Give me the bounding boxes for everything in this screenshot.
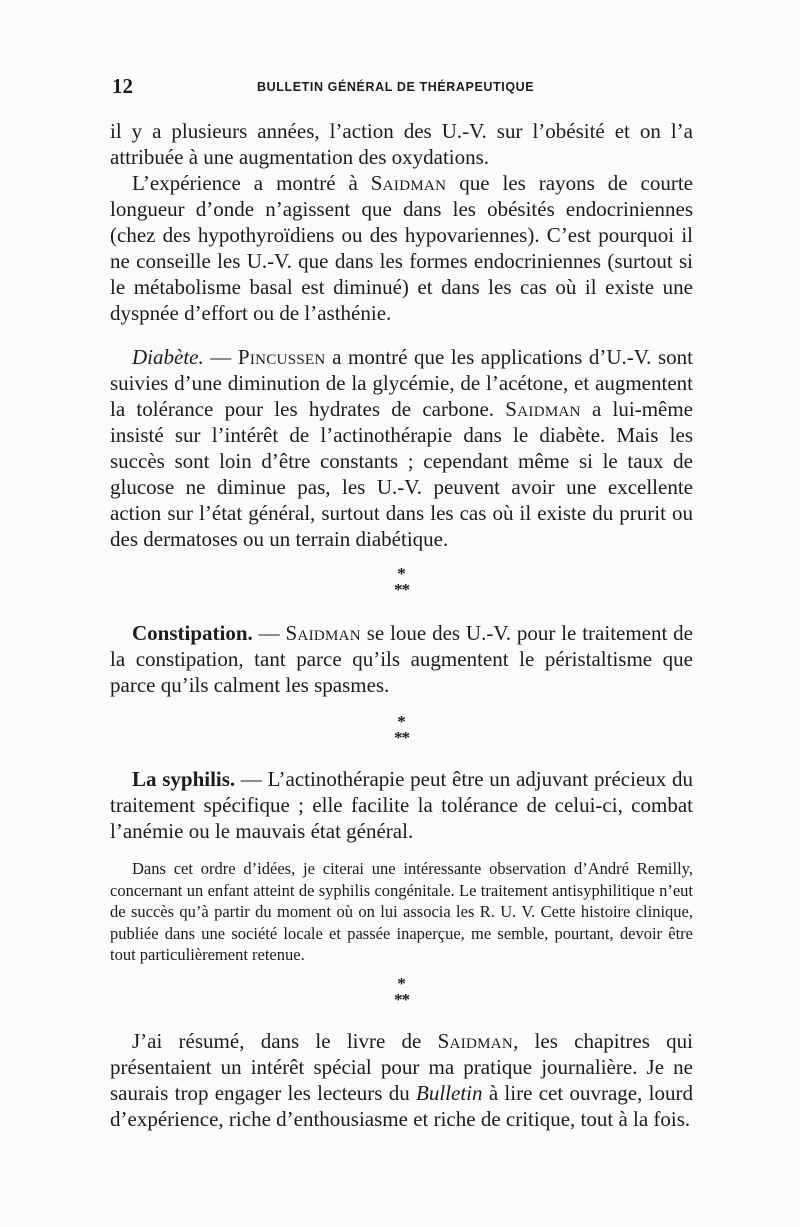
page-header <box>112 74 692 102</box>
section-separator <box>110 973 693 1009</box>
paragraph-text: a montré que les applications d’U.-V. sont suivies d’une diminution de la glycémie, de l’acétone, et augmentent la tolérance pour les hydrates de carbone. <box>110 345 693 421</box>
paragraph-diabete <box>110 344 693 552</box>
dash: — <box>235 767 268 791</box>
separator-stars: ** <box>394 728 409 747</box>
paragraph-intro-2 <box>110 170 693 326</box>
section-separator <box>110 566 693 598</box>
section-heading-constipation: Constipation. <box>132 621 253 645</box>
separator-star: * <box>397 712 406 731</box>
separator-star: * <box>397 973 406 993</box>
running-title: BULLETIN GÉNÉRAL DE THÉRAPEUTIQUE <box>257 80 535 94</box>
separator-stars: ** <box>394 989 409 1009</box>
paragraph-text: J’ai résumé, dans le livre de <box>132 1028 438 1053</box>
dash: — <box>252 621 286 645</box>
paragraph-syphilis <box>110 766 693 844</box>
paragraph-text: L’expérience a montré à <box>132 171 371 195</box>
author-name: Saidman <box>370 171 447 195</box>
author-name: Saidman <box>437 1028 514 1053</box>
paragraph-observation <box>110 858 693 966</box>
paragraph-conclusion <box>110 1028 693 1132</box>
paragraph-intro-1 <box>110 118 693 170</box>
paragraph-text: Dans cet ordre d’idées, je citerai une intéressante observation d’André Remilly, concernant un enfant atteint de syphilis congénitale. Le traitement antisyphilitique n’eut de succès qu’à partir du moment où on lui associa les R. U. V. Cette histoire clinique, publiée dans une société locale et passée inaperçue, me semble, pourtant, devoir être tout particulièrement retenue. <box>110 859 693 964</box>
paragraph-text: se loue des U.-V. pour le traitement de la constipation, tant parce qu’ils augmentent le péristaltisme que parce qu’ils calment les spasmes. <box>110 621 694 697</box>
section-separator <box>110 714 693 746</box>
paragraph-text: il y a plusieurs années, l’action des U.-V. sur l’obésité et on l’a attribuée à une augmentation des oxydations. <box>110 119 693 169</box>
separator-stars: ** <box>394 580 409 599</box>
dash: — <box>203 345 238 369</box>
paragraph-text: que les rayons de courte longueur d’onde n’agissent que dans les obésités endocriniennes (chez des hypothyroïdiens ou des hypovariennes). C’est pourquoi il ne conseille les U.-V. que dans les formes endocriniennes (surtout si le métabolisme basal est diminué) et dans les cas où il existe une dyspnée d’effort ou de l’asthénie. <box>110 171 693 325</box>
journal-title: Bulletin <box>416 1080 483 1105</box>
paragraph-text: L’actinothérapie peut être un adjuvant précieux du traitement spécifique ; elle facilite la tolérance de celui-ci, combat l’anémie ou le mauvais état général. <box>110 767 693 843</box>
paragraph-text: à lire cet ouvrage, lourd d’expérience, riche d’enthousiasme et riche de critique, tout à la fois. <box>110 1080 693 1131</box>
paragraph-text: , les chapitres qui présentaient un intérêt spécial pour ma pratique journalière. Je ne saurais trop engager les lecteurs du <box>110 1028 693 1105</box>
page-number: 12 <box>112 74 133 98</box>
author-name: Saidman <box>505 397 581 421</box>
section-heading-diabete: Diabète. <box>132 345 204 369</box>
separator-star: * <box>397 564 406 583</box>
paragraph-text: a lui-même insisté sur l’intérêt de l’actinothérapie dans le diabète. Mais les succès sont loin d’être constants ; cependant même si le taux de glucose ne diminue pas, les U.-V. peuvent avoir une excellente action sur l’état général, surtout dans les cas où il existe du prurit ou des dermatoses ou un terrain diabétique. <box>110 397 694 551</box>
article-body <box>110 118 693 1132</box>
author-name: Saidman <box>285 621 361 645</box>
paragraph-constipation <box>110 620 693 698</box>
section-heading-syphilis: La syphilis. <box>132 767 236 791</box>
author-name: Pincussen <box>237 345 326 369</box>
